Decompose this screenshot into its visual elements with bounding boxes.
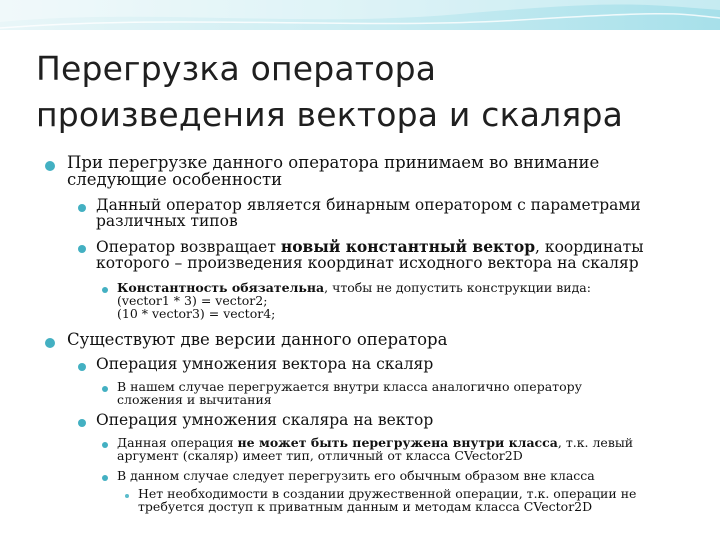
list-item — [125, 488, 675, 514]
list-item — [78, 239, 698, 272]
emphasis-text: не может быть перегружена внутри класса — [237, 435, 558, 450]
text-segment: , координаты которого – произведения координат исходного вектора на скаляр — [96, 238, 644, 272]
list-item — [45, 155, 685, 189]
bullet-icon — [102, 442, 108, 448]
bullet-icon — [45, 338, 55, 348]
emphasis-text: Константность обязательна — [117, 280, 325, 295]
code-line: (vector1 * 3) = vector2; — [117, 292, 268, 308]
list-item — [78, 413, 698, 429]
bullet-icon — [102, 475, 108, 481]
title-line-1: Перегрузка оператора — [36, 49, 437, 88]
header-banner — [0, 0, 720, 30]
bullet-icon — [125, 494, 129, 498]
list-item-text: В данном случае следует перегрузить его обычным образом вне класса — [117, 468, 595, 483]
text-segment: , чтобы не допустить конструкции вида: — [324, 280, 591, 295]
list-item — [78, 198, 698, 230]
text-segment: Данная операция — [117, 435, 238, 450]
list-item-text: В нашем случае перегружается внутри класса аналогично оператору сложения и вычитания — [117, 379, 582, 407]
bullet-icon — [78, 245, 86, 253]
bullet-icon — [102, 287, 108, 293]
list-item-text — [96, 239, 698, 272]
list-item — [102, 437, 672, 463]
list-item-text: Существуют две версии данного оператора — [67, 330, 448, 349]
bullet-icon — [78, 363, 86, 371]
text-segment: Оператор возвращает — [96, 238, 281, 256]
text-segment: , т.к. левый аргумент (скаляр) имеет тип, отличный от класса CVector2D — [117, 435, 634, 463]
title-line-2: произведения вектора и скаляра — [36, 95, 624, 134]
list-item — [102, 282, 662, 320]
banner-wave-decoration — [0, 0, 720, 30]
list-item-text: Данный оператор является бинарным оператором с параметрами различных типов — [96, 196, 641, 230]
list-item-text: Операция умножения вектора на скаляр — [96, 355, 434, 373]
list-item — [78, 357, 698, 373]
list-item-text — [117, 282, 591, 320]
list-item — [102, 381, 642, 407]
bullet-icon — [102, 386, 108, 392]
slide-title — [36, 46, 706, 138]
code-line: (10 * vector3) = vector4; — [117, 305, 276, 321]
list-item — [102, 470, 672, 483]
list-item-text — [117, 437, 672, 463]
list-item-text: Нет необходимости в создании дружественной операции, т.к. операции не требуется доступ к приватным данным и методам класса CVector2D — [138, 486, 637, 514]
list-item-text: При перегрузке данного оператора принимаем во внимание следующие особенности — [67, 153, 600, 189]
bullet-icon — [78, 419, 86, 427]
list-item — [45, 332, 685, 349]
list-item-text: Операция умножения скаляра на вектор — [96, 411, 434, 429]
bullet-icon — [78, 204, 86, 212]
emphasis-text: новый константный вектор — [280, 237, 536, 256]
bullet-icon — [45, 161, 55, 171]
